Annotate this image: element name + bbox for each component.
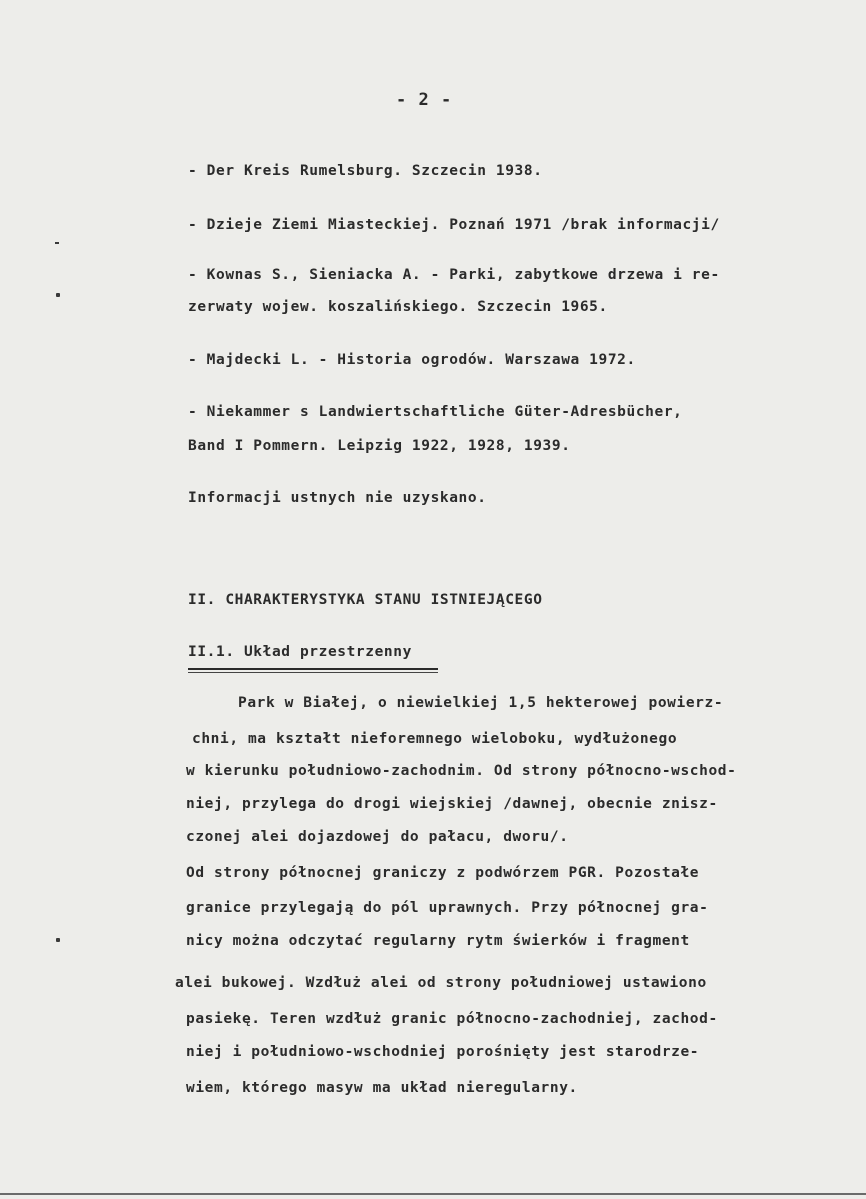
paragraph-line: chni, ma kształt nieforemnego wieloboku, wydłużonego [192, 731, 678, 747]
paragraph-line: Park w Białej, o niewielkiej 1,5 hekterowej powierz- [238, 695, 724, 711]
margin-dot [56, 938, 60, 942]
paragraph-line: nicy można odczytać regularny rytm świerków i fragment [186, 933, 690, 949]
subsection-title: II.1. Układ przestrzenny [188, 644, 412, 660]
paragraph-line: niej i południowo-wschodniej porośnięty jest starodrze- [186, 1044, 700, 1060]
reference-line: - Der Kreis Rumelsburg. Szczecin 1938. [188, 163, 543, 179]
underline [188, 668, 438, 670]
margin-dot [56, 293, 60, 297]
page-edge [0, 1193, 866, 1195]
reference-line: zerwaty wojew. koszalińskiego. Szczecin 1965. [188, 299, 608, 315]
paragraph-line: Od strony północnej graniczy z podwórzem PGR. Pozostałe [186, 865, 700, 881]
note-line: Informacji ustnych nie uzyskano. [188, 490, 487, 506]
paragraph-line: alei bukowej. Wzdłuż alei od strony południowej ustawiono [175, 975, 707, 991]
paragraph-line: wiem, którego masyw ma układ nieregularny. [186, 1080, 578, 1096]
subsection-heading [188, 644, 412, 660]
paragraph-line: czonej alei dojazdowej do pałacu, dworu/. [186, 829, 569, 845]
reference-line: - Dzieje Ziemi Miasteckiej. Poznań 1971 /brak informacji/ [188, 217, 720, 233]
paragraph-line: granice przylegają do pól uprawnych. Przy północnej gra- [186, 900, 709, 916]
reference-line: - Kownas S., Sieniacka A. - Parki, zabytkowe drzewa i re- [188, 267, 720, 283]
paragraph-line: niej, przylega do drogi wiejskiej /dawnej, obecnie znisz- [186, 796, 718, 812]
underline [188, 672, 438, 673]
paragraph-line: w kierunku południowo-zachodnim. Od strony północno-wschod- [186, 763, 737, 779]
paragraph-line: pasiekę. Teren wzdłuż granic północno-zachodniej, zachod- [186, 1011, 718, 1027]
reference-line: - Niekammer s Landwiertschaftliche Güter-Adresbücher, [188, 404, 683, 420]
section-title: II. CHARAKTERYSTYKA STANU ISTNIEJĄCEGO [188, 592, 543, 608]
page-number: - 2 - [396, 90, 453, 110]
reference-line: Band I Pommern. Leipzig 1922, 1928, 1939. [188, 438, 571, 454]
margin-mark [55, 242, 59, 244]
reference-line: - Majdecki L. - Historia ogrodów. Warszawa 1972. [188, 352, 636, 368]
